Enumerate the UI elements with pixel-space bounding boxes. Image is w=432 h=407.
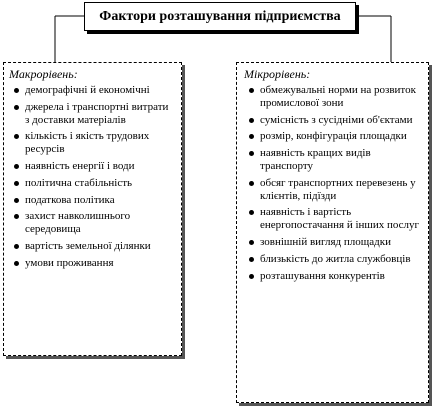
macro-factor-item: умови проживання — [9, 257, 175, 270]
micro-factor-item: обмежувальні норми на розвиток промислової зони — [244, 84, 423, 110]
macro-factor-item: вартість земельної ділянки — [9, 240, 175, 253]
diagram-title-box — [84, 2, 356, 31]
bullet-icon — [249, 257, 254, 262]
bullet-icon — [14, 105, 19, 110]
micro-factor-item: зовнішній вигляд площадки — [244, 236, 423, 249]
bullet-icon — [14, 181, 19, 186]
bullet-icon — [14, 164, 19, 169]
macro-factor-item: податкова політика — [9, 194, 175, 207]
bullet-icon — [14, 88, 19, 93]
micro-factor-item: наявність кращих видів транспорту — [244, 147, 423, 173]
bullet-icon — [249, 274, 254, 279]
bullet-icon — [249, 181, 254, 186]
bullet-icon — [249, 151, 254, 156]
micro-factor-item: сумісність з сусідніми об'єктами — [244, 114, 423, 127]
diagram-title: Фактори розташування підприємства — [99, 8, 341, 24]
macro-factor-item: захист навколишнього середовища — [9, 210, 175, 236]
bullet-icon — [14, 244, 19, 249]
micro-level-title: Мікрорівень: — [244, 67, 311, 81]
macro-factor-item: кількість і якість трудових ресурсів — [9, 130, 175, 156]
micro-factor-item: розташування конкурентів — [244, 270, 423, 283]
micro-level-box — [236, 62, 429, 403]
macro-level-title: Макрорівень: — [9, 67, 78, 81]
micro-factor-item: наявність і вартість енергопостачання й інших послуг — [244, 206, 423, 232]
bullet-icon — [249, 240, 254, 245]
micro-factor-item: розмір, конфігурація площадки — [244, 130, 423, 143]
macro-factor-list — [9, 84, 175, 270]
micro-factor-item: обсяг транспортних перевезень у клієнтів, підїзди — [244, 177, 423, 203]
bullet-icon — [14, 214, 19, 219]
bullet-icon — [249, 118, 254, 123]
macro-factor-item: демографічні й економічні — [9, 84, 175, 97]
bullet-icon — [249, 210, 254, 215]
micro-factor-list — [244, 84, 423, 282]
macro-factor-item: політична стабільність — [9, 177, 175, 190]
macro-factor-item: джерела і транспортні витрати з доставки матеріалів — [9, 101, 175, 127]
macro-factor-item: наявність енергії і води — [9, 160, 175, 173]
bullet-icon — [249, 134, 254, 139]
bullet-icon — [14, 261, 19, 266]
bullet-icon — [14, 134, 19, 139]
bullet-icon — [249, 88, 254, 93]
bullet-icon — [14, 198, 19, 203]
micro-factor-item: близькість до житла службовців — [244, 253, 423, 266]
macro-level-box — [3, 62, 182, 356]
